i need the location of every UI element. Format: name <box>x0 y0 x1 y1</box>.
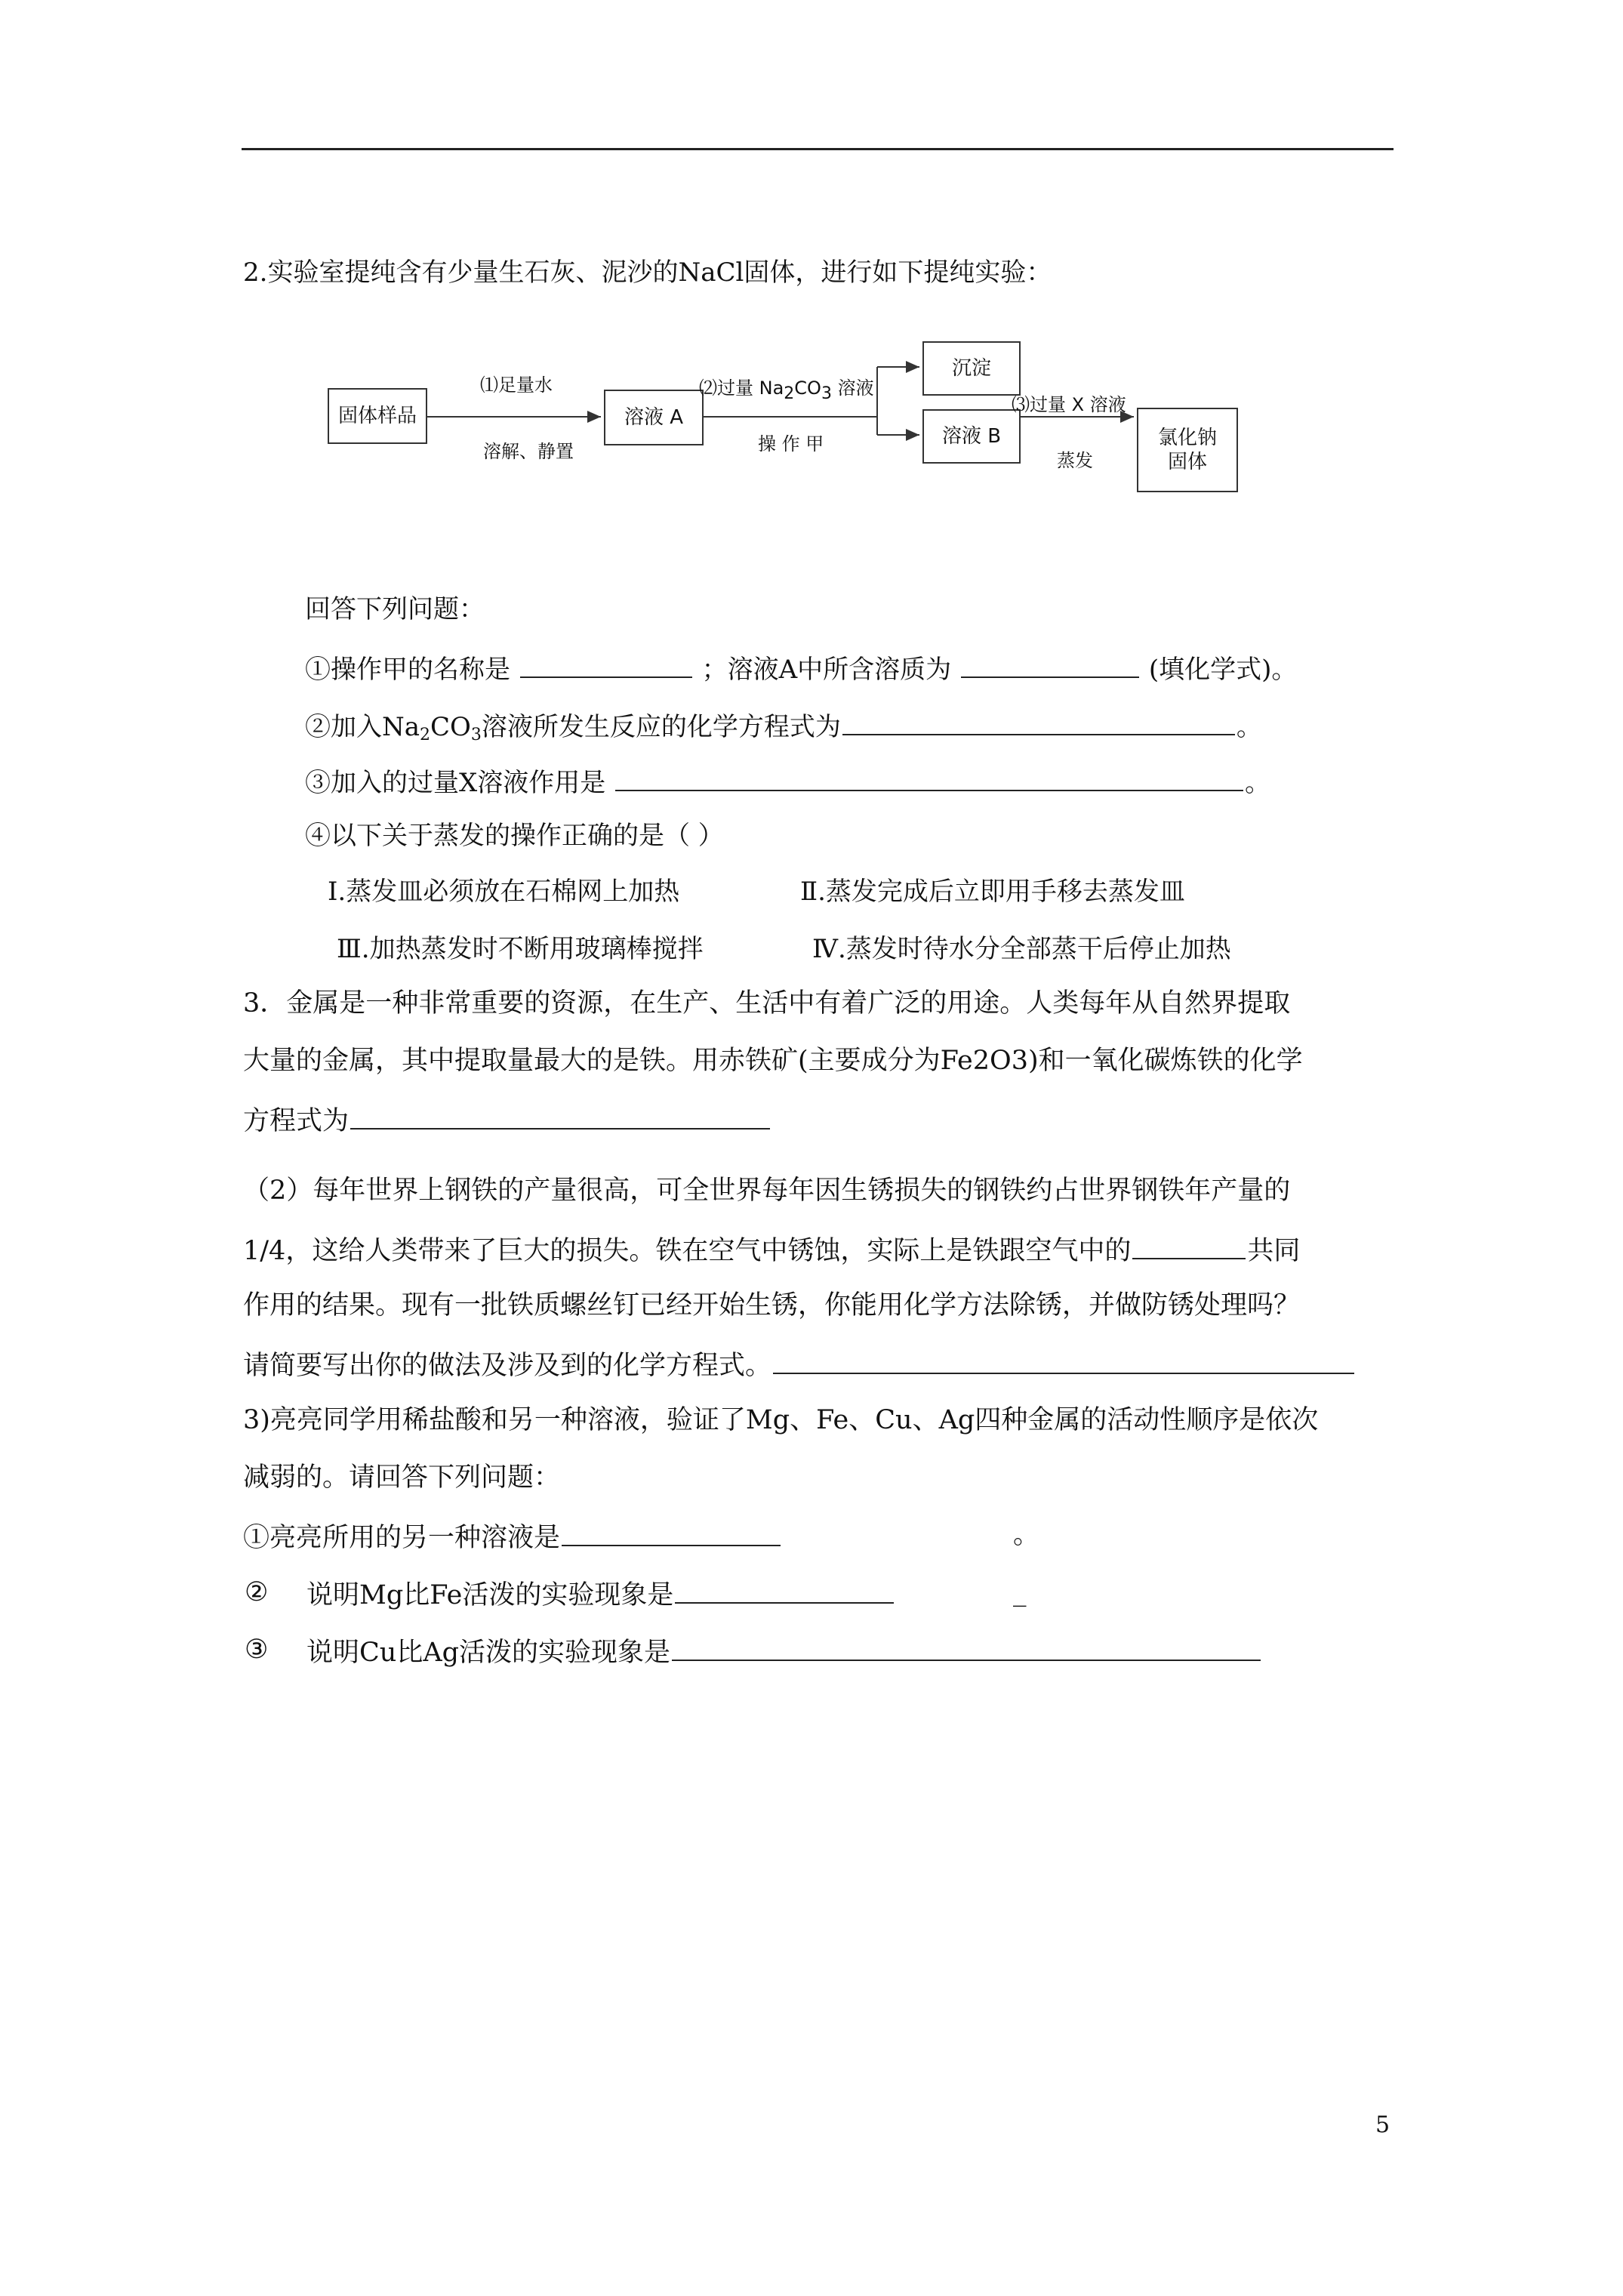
q3-part2-line4: 请简要写出你的做法及涉及到的化学方程式。 <box>243 1350 1356 1379</box>
box-solution-b: 溶液 B <box>922 409 1021 464</box>
box-product <box>1137 408 1238 492</box>
answer-blank[interactable] <box>350 1105 770 1130</box>
q3-line2: 大量的金属，其中提取量最大的是铁。用赤铁矿(主要成分为Fe2O3)和一氧化碳炼铁的化学 <box>243 1046 1303 1076</box>
q2-sub1: ①操作甲的名称是 ；溶液A中所含溶质为 (填化学式)。 <box>305 655 1298 685</box>
product-line2: 固体 <box>1167 451 1207 473</box>
q2-sub3: ③加入的过量X溶液作用是 。 <box>305 768 1271 798</box>
q3-part3-line1: 3)亮亮同学用稀盐酸和另一种溶液，验证了Mg、Fe、Cu、Ag四种金属的活动性顺序是依次 <box>243 1405 1319 1435</box>
q3-part2-line3: 作用的结果。现有一批铁质螺丝钉已经开始生锈，你能用化学方法除锈，并做防锈处理吗？ <box>243 1290 1301 1321</box>
q3-part2-line1: （2）每年世界上钢铁的产量很高，可全世界每年因生锈损失的钢铁约占世界钢铁年产量的 <box>243 1176 1291 1206</box>
q3-line1: 3．金属是一种非常重要的资源，在生产、生活中有着广泛的用途。人类每年从自然界提取 <box>243 988 1291 1019</box>
box-sample: 固体样品 <box>328 388 427 444</box>
product-line1: 氯化钠 <box>1157 426 1217 449</box>
answer-blank[interactable] <box>842 711 1235 735</box>
step1-label-bottom: 溶解、静置 <box>483 441 574 462</box>
q3-part3-q3-num: ③ <box>245 1635 269 1665</box>
q2-sub4: ④以下关于蒸发的操作正确的是（ ） <box>305 821 724 851</box>
q3-part2-line2: 1/4，这给人类带来了巨大的损失。铁在空气中锈蚀，实际上是铁跟空气中的 共同 <box>243 1236 1301 1266</box>
answer-blank[interactable] <box>520 654 692 678</box>
q2-intro: 2.实验室提纯含有少量生石灰、泥沙的NaCl固体，进行如下提纯实验： <box>243 257 1052 288</box>
option-4: Ⅳ.蒸发时待水分全部蒸干后停止加热 <box>812 934 1231 964</box>
q3-part3-q3: 说明Cu比Ag活泼的实验现象是 <box>306 1637 1262 1666</box>
answer-intro: 回答下列问题： <box>305 594 485 624</box>
q3-part3-q1-end: 。 <box>1013 1520 1040 1550</box>
q3-part3-q2: 说明Mg比Fe活泼的实验现象是 <box>306 1579 895 1609</box>
answer-blank[interactable] <box>1132 1235 1246 1259</box>
option-3: Ⅲ.加热蒸发时不断用玻璃棒搅拌 <box>337 934 704 964</box>
step2-label-bottom: 操 作 甲 <box>758 433 824 455</box>
step3-label-bottom: 蒸发 <box>1057 450 1093 471</box>
box-solution-a: 溶液 A <box>604 390 704 445</box>
answer-blank[interactable] <box>961 654 1139 678</box>
q3-part3-q1: ①亮亮所用的另一种溶液是 <box>243 1522 782 1552</box>
q3-part3-line2: 减弱的。请回答下列问题： <box>243 1462 561 1493</box>
answer-blank[interactable] <box>773 1350 1354 1374</box>
step1-label-top: ⑴足量水 <box>480 374 553 396</box>
answer-blank[interactable] <box>615 767 1243 791</box>
answer-blank[interactable] <box>675 1579 894 1604</box>
q3-part3-q2-end: _ <box>1013 1577 1027 1607</box>
q2-sub2: ②加入$Na_2CO_3$溶液所发生反应的化学方程式为 。 <box>305 712 1262 744</box>
q3-part3-q2-num: ② <box>245 1577 269 1607</box>
answer-blank[interactable] <box>562 1522 781 1546</box>
option-2: Ⅱ.蒸发完成后立即用手移去蒸发皿 <box>800 877 1185 907</box>
q3-line3: 方程式为 <box>243 1105 771 1135</box>
page-number: 5 <box>1375 2112 1390 2138</box>
option-1: Ⅰ.蒸发皿必须放在石棉网上加热 <box>328 877 680 907</box>
box-precipitate: 沉淀 <box>922 341 1021 396</box>
step2-label-top: ⑵过量 $Na_2CO_3$ 溶液 <box>699 378 874 403</box>
answer-blank[interactable] <box>672 1637 1261 1661</box>
step3-label-top: ⑶过量 X 溶液 <box>1012 394 1126 415</box>
